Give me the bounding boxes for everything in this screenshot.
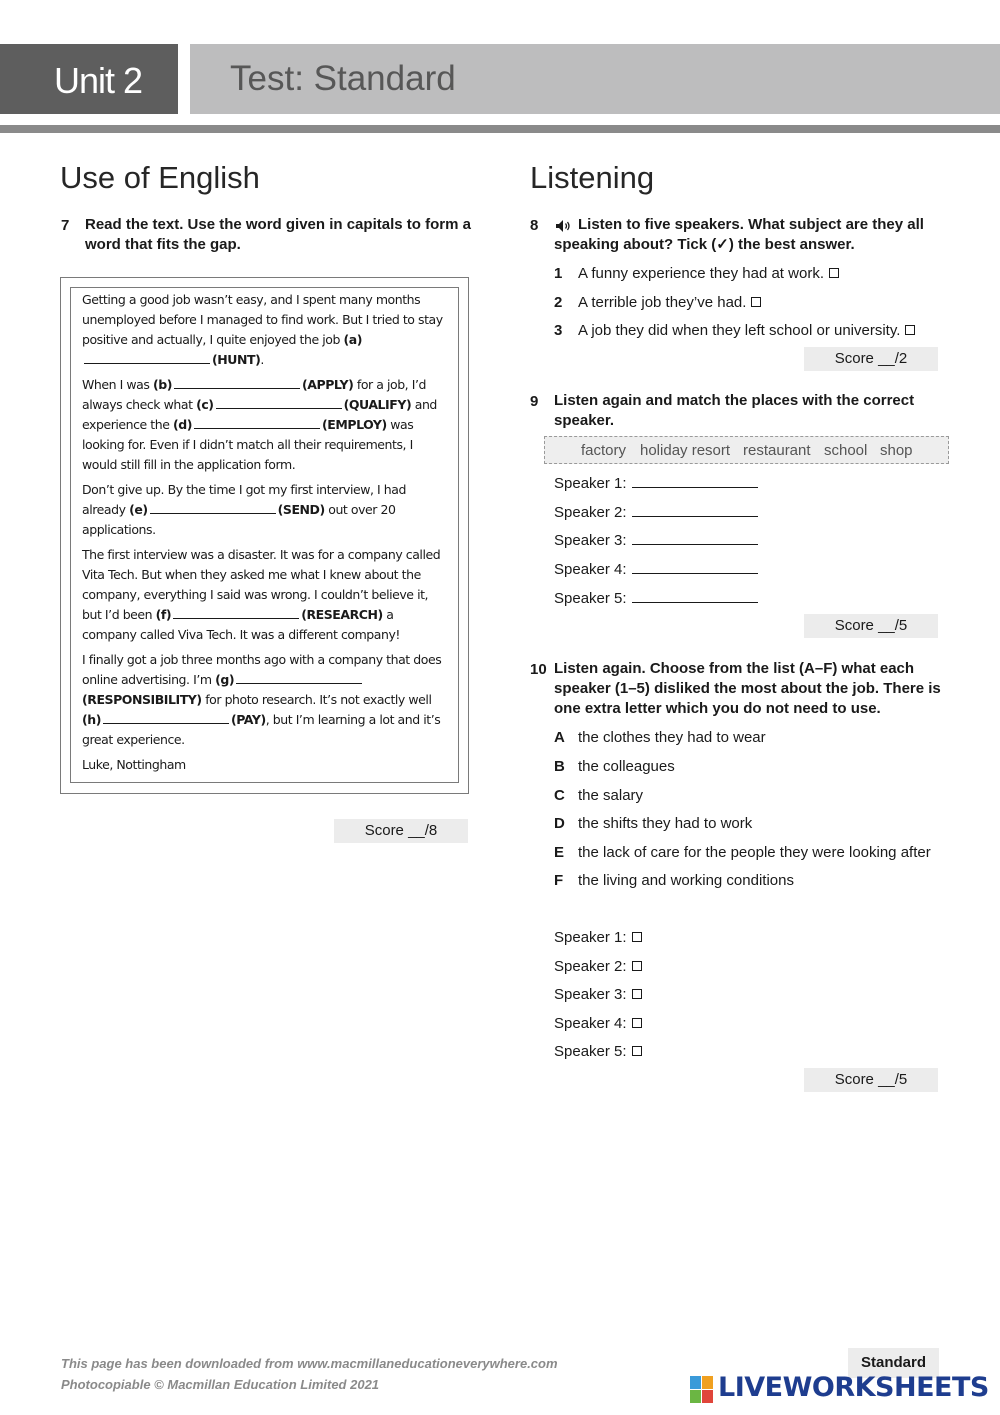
q9-speaker-1: Speaker 1: xyxy=(554,474,758,494)
gap-d-input[interactable] xyxy=(194,417,320,429)
q9-speaker-3: Speaker 3: xyxy=(554,531,758,551)
footer-download-note: This page has been downloaded from www.macmillaneducationeverywhere.com xyxy=(61,1356,558,1371)
q9-speaker-4-input[interactable] xyxy=(632,560,758,574)
footer-copyright: Photocopiable © Macmillan Education Limited 2021 xyxy=(61,1377,380,1392)
gap-b-input[interactable] xyxy=(174,377,300,389)
gap-e-input[interactable] xyxy=(150,502,276,514)
paragraph-1: Getting a good job wasn’t easy, and I spent many months unemployed before I managed to find work. But I tried to stay positive and actually, I quite enjoyed the job (a)(HUNT). xyxy=(82,292,443,367)
q10-speaker-4: Speaker 4: xyxy=(554,1014,642,1034)
q9-speaker-5-input[interactable] xyxy=(632,589,758,603)
gap-c-input[interactable] xyxy=(216,397,342,409)
q10-speaker-3: Speaker 3: xyxy=(554,985,642,1005)
paragraph-4: The first interview was a disaster. It was for a company called Vita Tech. But when they asked me what I knew about the company, everything I said was wrong. I couldn’t believe it, but I’d been (f) (RESEARCH) a company called Viva Tech. It was a different company! xyxy=(82,547,441,642)
q9-speaker-5: Speaker 5: xyxy=(554,589,758,609)
q8-score: Score __/2 xyxy=(804,347,938,371)
question-9-number: 9 xyxy=(530,393,539,410)
liveworksheets-logo-text: LIVEWORKSHEETS xyxy=(718,1372,989,1403)
gap-f-input[interactable] xyxy=(173,607,299,619)
question-7-instruction: Read the text. Use the word given in capitals to form a word that fits the gap. xyxy=(85,216,471,253)
word-bank-item: shop xyxy=(880,442,913,459)
gap-a-input[interactable] xyxy=(84,352,210,364)
q7-score: Score __/8 xyxy=(334,819,468,843)
q10-score: Score __/5 xyxy=(804,1068,938,1092)
checkbox-icon[interactable] xyxy=(632,961,642,971)
q9-score: Score __/5 xyxy=(804,614,938,638)
question-8-number: 8 xyxy=(530,217,539,234)
question-8-instruction: Listen to five speakers. What subject are they all speaking about? Tick (✓) the best answer. xyxy=(554,216,924,253)
reading-text-box xyxy=(70,287,459,783)
test-title: Test: Standard xyxy=(230,59,456,98)
q10-speaker-5: Speaker 5: xyxy=(554,1042,642,1062)
listening-title: Listening xyxy=(530,160,655,195)
level-badge: Standard xyxy=(848,1348,939,1378)
signature: Luke, Nottingham xyxy=(82,757,186,772)
question-10-number: 10 xyxy=(530,661,547,678)
checkbox-icon[interactable] xyxy=(632,989,642,999)
liveworksheets-logo xyxy=(690,1374,990,1408)
unit-label: Unit 2 xyxy=(54,60,143,101)
q10-speaker-1: Speaker 1: xyxy=(554,928,642,948)
q9-speaker-2-input[interactable] xyxy=(632,503,758,517)
word-bank-item: school xyxy=(824,442,868,459)
checkbox-icon[interactable] xyxy=(632,1018,642,1028)
paragraph-3: Don’t give up. By the time I got my first interview, I had already (e) (SEND) out over 20 applications. xyxy=(82,482,406,537)
header-divider xyxy=(0,125,1000,133)
checkbox-icon[interactable] xyxy=(905,325,915,335)
paragraph-2: When I was (b) (APPLY) for a job, I’d always check what (c) (QUALIFY) and experience the (d) (EMPLOY) was looking for. Even if I didn’t match all their requirements, I would still fill in the application form. xyxy=(82,377,437,472)
q9-speaker-3-input[interactable] xyxy=(632,531,758,545)
question-10-instruction: Listen again. Choose from the list (A–F) what each speaker (1–5) disliked the most about the job. There is one extra letter which you do not need to use. xyxy=(554,660,941,717)
gap-h-input[interactable] xyxy=(103,712,229,724)
unit-label-block xyxy=(0,44,178,114)
paragraph-5: I finally got a job three months ago with a company that does online advertising. I’m (g)(RESPONSIBILITY) for photo research. It’s not exactly well (h) (PAY), but I’m learning a lot and it’s great experience. xyxy=(82,652,442,747)
q9-speaker-1-input[interactable] xyxy=(632,474,758,488)
word-bank xyxy=(544,436,949,464)
word-bank-item: factory xyxy=(581,442,627,459)
q10-speaker-2: Speaker 2: xyxy=(554,957,642,977)
question-9-instruction: Listen again and match the places with the correct speaker. xyxy=(554,392,915,429)
use-of-english-title: Use of English xyxy=(60,160,260,195)
liveworksheets-logo-icon xyxy=(690,1376,714,1404)
checkbox-icon[interactable] xyxy=(829,268,839,278)
test-title-block xyxy=(190,44,1000,114)
question-7-number: 7 xyxy=(61,217,70,234)
checkbox-icon[interactable] xyxy=(751,297,761,307)
checkbox-icon[interactable] xyxy=(632,1046,642,1056)
q9-speaker-4: Speaker 4: xyxy=(554,560,758,580)
q9-speaker-2: Speaker 2: xyxy=(554,503,758,523)
gap-g-input[interactable] xyxy=(236,672,362,684)
word-bank-item: holiday resort xyxy=(640,442,731,459)
checkbox-icon[interactable] xyxy=(632,932,642,942)
word-bank-item: restaurant xyxy=(743,442,811,459)
